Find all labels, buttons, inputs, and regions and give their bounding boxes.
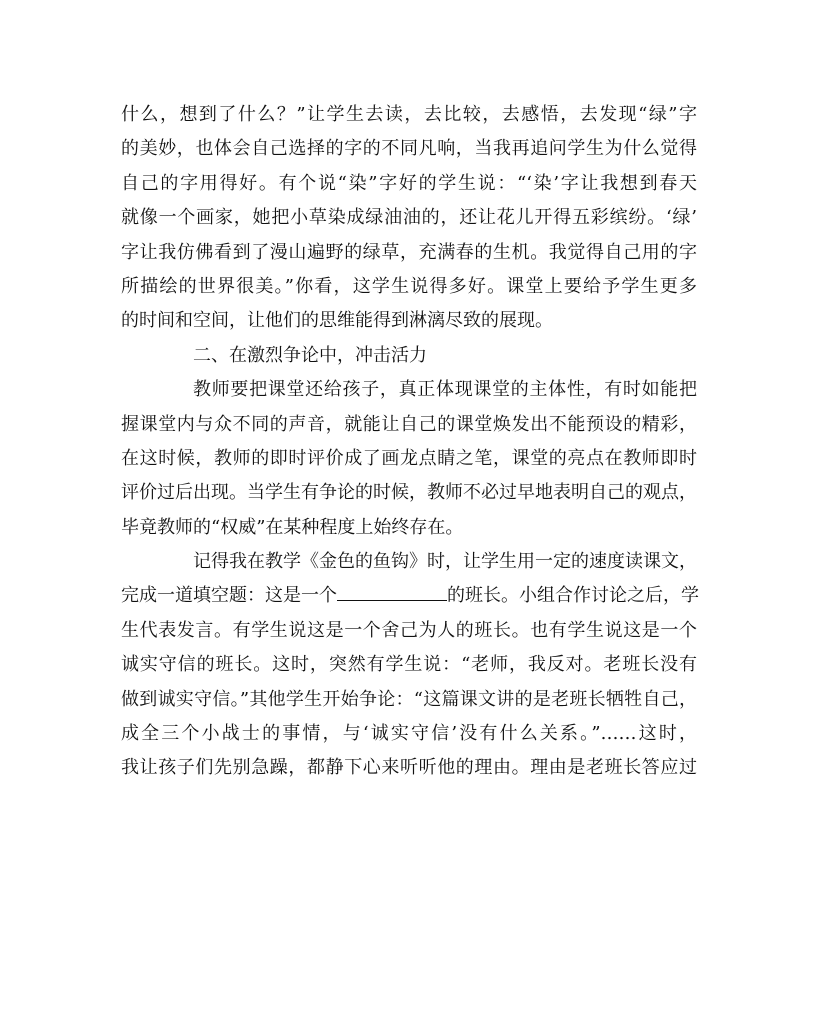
text-segment: 完成一道填空题：这是一个 [121, 585, 337, 607]
text-line: 毕竟教师的“权威”在某种程度上始终存在。 [121, 516, 464, 538]
text-line: 我让孩子们先别急躁，都静下心来听听他的理由。理由是老班长答应过 [121, 757, 697, 779]
text-line: 在这时候，教师的即时评价成了画龙点睛之笔，课堂的亮点在教师即时 [121, 447, 697, 469]
paragraph [121, 545, 697, 786]
text-segment: 的班长。小组合作讨论之后，学 [447, 585, 699, 607]
text-line: 记得我在教学《金色的鱼钩》时，让学生用一定的速度读课文， [193, 551, 697, 573]
text-line: 成全三个小战士的事情，与‘诚实守信’没有什么关系。”……这时， [121, 723, 697, 745]
text-line: 所描绘的世界很美。”你看，这学生说得多好。课堂上要给予学生更多 [121, 275, 697, 297]
text-line-with-blank [121, 579, 697, 613]
text-line: 就像一个画家，她把小草染成绿油油的，还让花儿开得五彩缤纷。‘绿’ [121, 207, 697, 229]
text-line: 什么，想到了什么？”让学生去读，去比较，去感悟，去发现“绿”字 [121, 104, 697, 125]
section-heading: 二、在激烈争论中，冲击活力 [193, 344, 427, 366]
text-line: 握课堂内与众不同的声音，就能让自己的课堂焕发出不能预设的精彩， [121, 413, 697, 435]
text-line: 的美妙，也体会自己选择的字的不同凡响，当我再追问学生为什么觉得 [121, 138, 697, 160]
text-line: 字让我仿佛看到了漫山遍野的绿草，充满春的生机。我觉得自己用的字 [121, 241, 697, 263]
text-line: 做到诚实守信。”其他学生开始争论：“这篇课文讲的是老班长牺牲自己， [121, 688, 697, 710]
text-line: 的时间和空间，让他们的思维能得到淋漓尽致的展现。 [121, 310, 553, 332]
paragraph [121, 373, 697, 545]
fill-in-blank [337, 586, 447, 601]
paragraph [121, 98, 697, 339]
document-body [121, 98, 697, 786]
text-line: 教师要把课堂还给孩子，真正体现课堂的主体性，有时如能把 [193, 379, 697, 401]
text-line: 诚实守信的班长。这时，突然有学生说：“老师，我反对。老班长没有 [121, 654, 697, 676]
text-line: 生代表发言。有学生说这是一个舍己为人的班长。也有学生说这是一个 [121, 619, 697, 641]
text-line: 自己的字用得好。有个说“染”字好的学生说：“‘染’字让我想到春天 [121, 172, 697, 194]
text-line: 评价过后出现。当学生有争论的时候，教师不必过早地表明自己的观点， [121, 482, 697, 504]
